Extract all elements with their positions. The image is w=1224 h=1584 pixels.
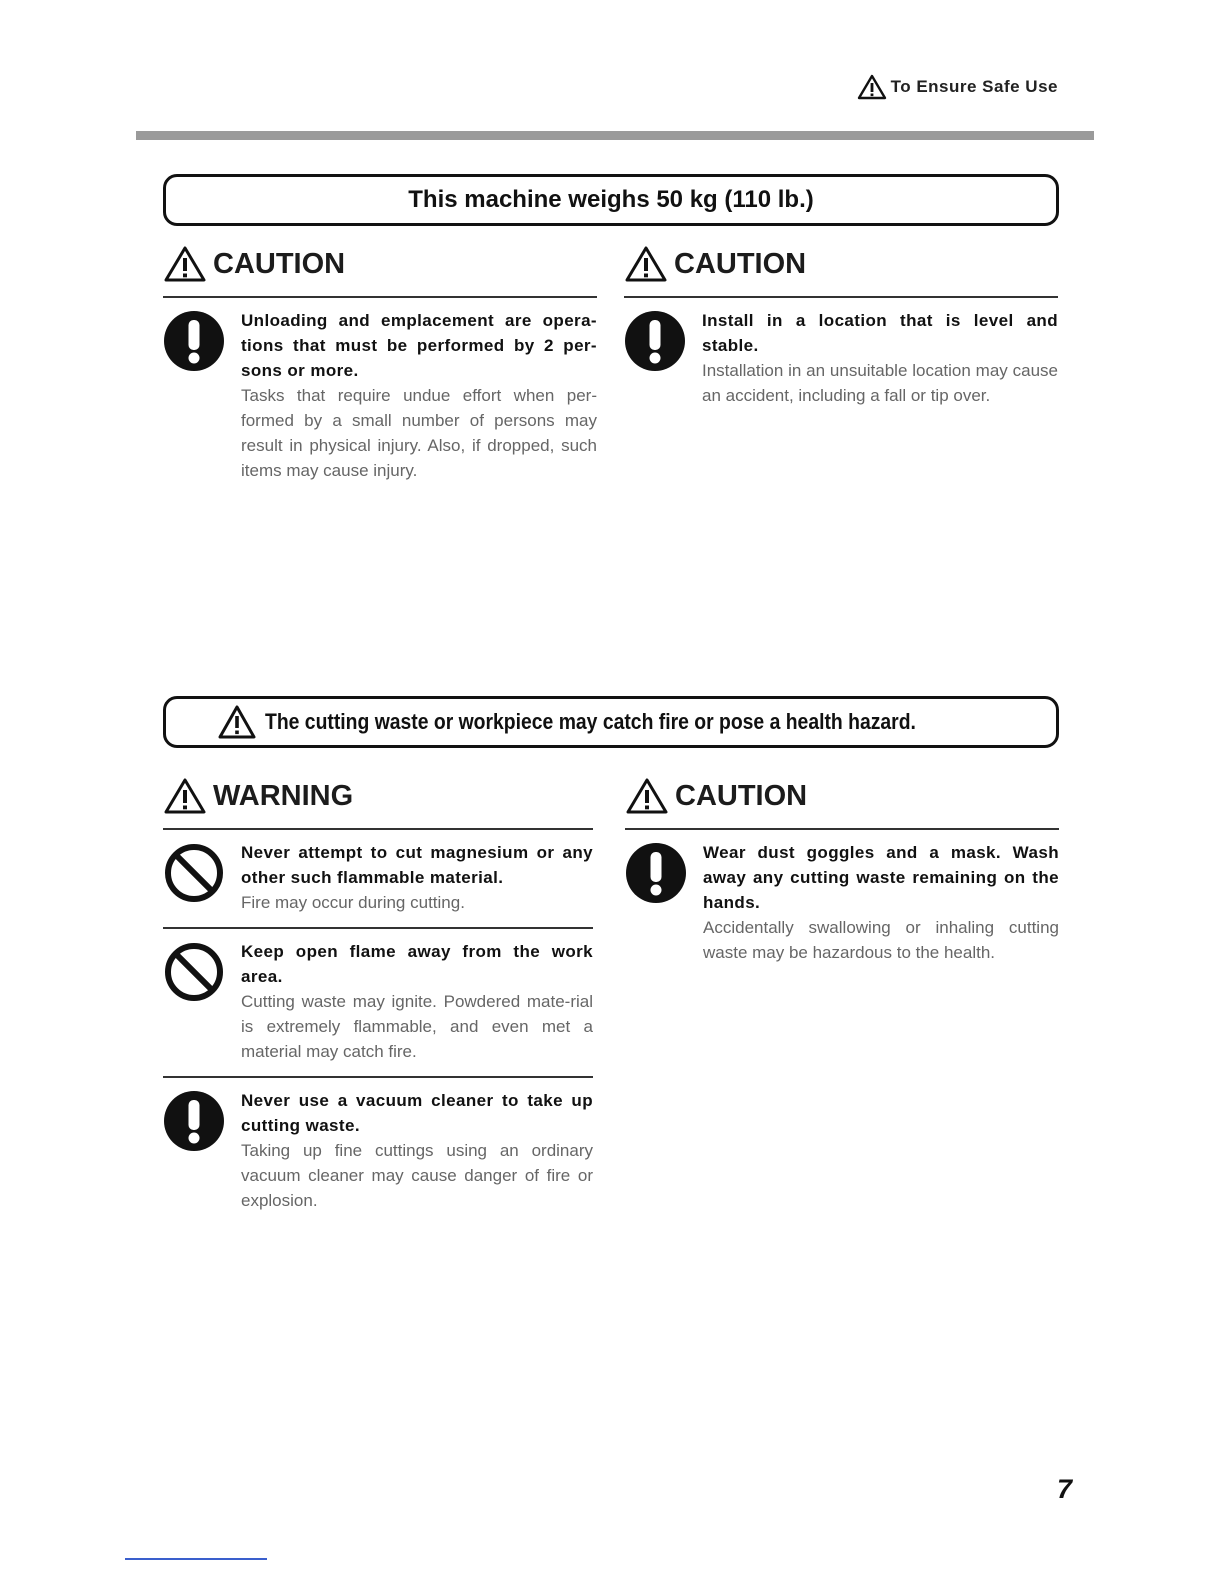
- warning-triangle-icon: [163, 245, 207, 283]
- warning-triangle-icon: [163, 777, 207, 815]
- safety-item: [163, 1078, 593, 1225]
- item-body: Tasks that require undue effort when per-formed by a small number of persons may result in physical injury. Also, if dropped, such items may cause injury.: [241, 386, 597, 480]
- caution-heading: [625, 770, 1059, 830]
- fire-hazard-banner-text: The cutting waste or workpiece may catch fire or pose a health hazard.: [265, 709, 917, 734]
- safety-item: [163, 830, 593, 929]
- mandatory-action-icon: [163, 1090, 225, 1152]
- mandatory-action-icon: [163, 310, 225, 372]
- caution-heading: [624, 238, 1058, 298]
- item-body: Installation in an unsuitable location may cause an accident, including a fall or tip over.: [702, 361, 1058, 405]
- page-header: [857, 74, 1058, 100]
- caution-label: CAUTION: [213, 247, 346, 280]
- caution-label: CAUTION: [675, 779, 808, 812]
- safety-item: [624, 298, 1058, 420]
- footnote-link-line: [125, 1558, 267, 1560]
- header-rule: [136, 131, 1094, 140]
- mandatory-action-icon: [625, 842, 687, 904]
- warning-triangle-icon: [857, 74, 887, 100]
- item-body: Cutting waste may ignite. Powdered mate-rial is extremely flammable, and even met a material may catch fire.: [241, 992, 593, 1061]
- mandatory-action-icon: [624, 310, 686, 372]
- page-number: 7: [1056, 1474, 1072, 1504]
- header-title: To Ensure Safe Use: [890, 77, 1058, 96]
- item-lead: Never use a vacuum cleaner to take up cutting waste.: [241, 1091, 593, 1135]
- safety-item: [163, 929, 593, 1078]
- safety-item: [163, 298, 597, 495]
- section2-right-column: [625, 770, 1059, 977]
- caution-heading: [163, 238, 597, 298]
- section1-left-column: [163, 238, 597, 495]
- item-lead: Install in a location that is level and stable.: [702, 311, 1058, 355]
- weight-banner: [163, 174, 1059, 226]
- fire-hazard-banner: [163, 696, 1059, 748]
- item-lead: Wear dust goggles and a mask. Wash away any cutting waste remaining on the hands.: [703, 843, 1059, 912]
- warning-triangle-icon: [625, 777, 669, 815]
- item-lead: Never attempt to cut magnesium or any other such flammable material.: [241, 843, 593, 887]
- item-body: Taking up fine cuttings using an ordinary vacuum cleaner may cause danger of fire or explosion.: [241, 1141, 593, 1210]
- warning-triangle-icon: [217, 704, 257, 740]
- item-body: Accidentally swallowing or inhaling cutting waste may be hazardous to the health.: [703, 918, 1059, 962]
- warning-heading: [163, 770, 593, 830]
- section1-right-column: [624, 238, 1058, 420]
- prohibited-icon: [163, 941, 225, 1003]
- item-lead: Keep open flame away from the work area.: [241, 942, 593, 986]
- safety-item: [625, 830, 1059, 977]
- warning-label: WARNING: [213, 779, 354, 812]
- prohibited-icon: [163, 842, 225, 904]
- warning-triangle-icon: [624, 245, 668, 283]
- item-body: Fire may occur during cutting.: [241, 893, 465, 912]
- section2-left-column: [163, 770, 593, 1225]
- caution-label: CAUTION: [674, 247, 807, 280]
- weight-banner-text: This machine weighs 50 kg (110 lb.): [408, 186, 814, 213]
- item-lead: Unloading and emplacement are opera-tions that must be performed by 2 per-sons or more.: [241, 311, 597, 380]
